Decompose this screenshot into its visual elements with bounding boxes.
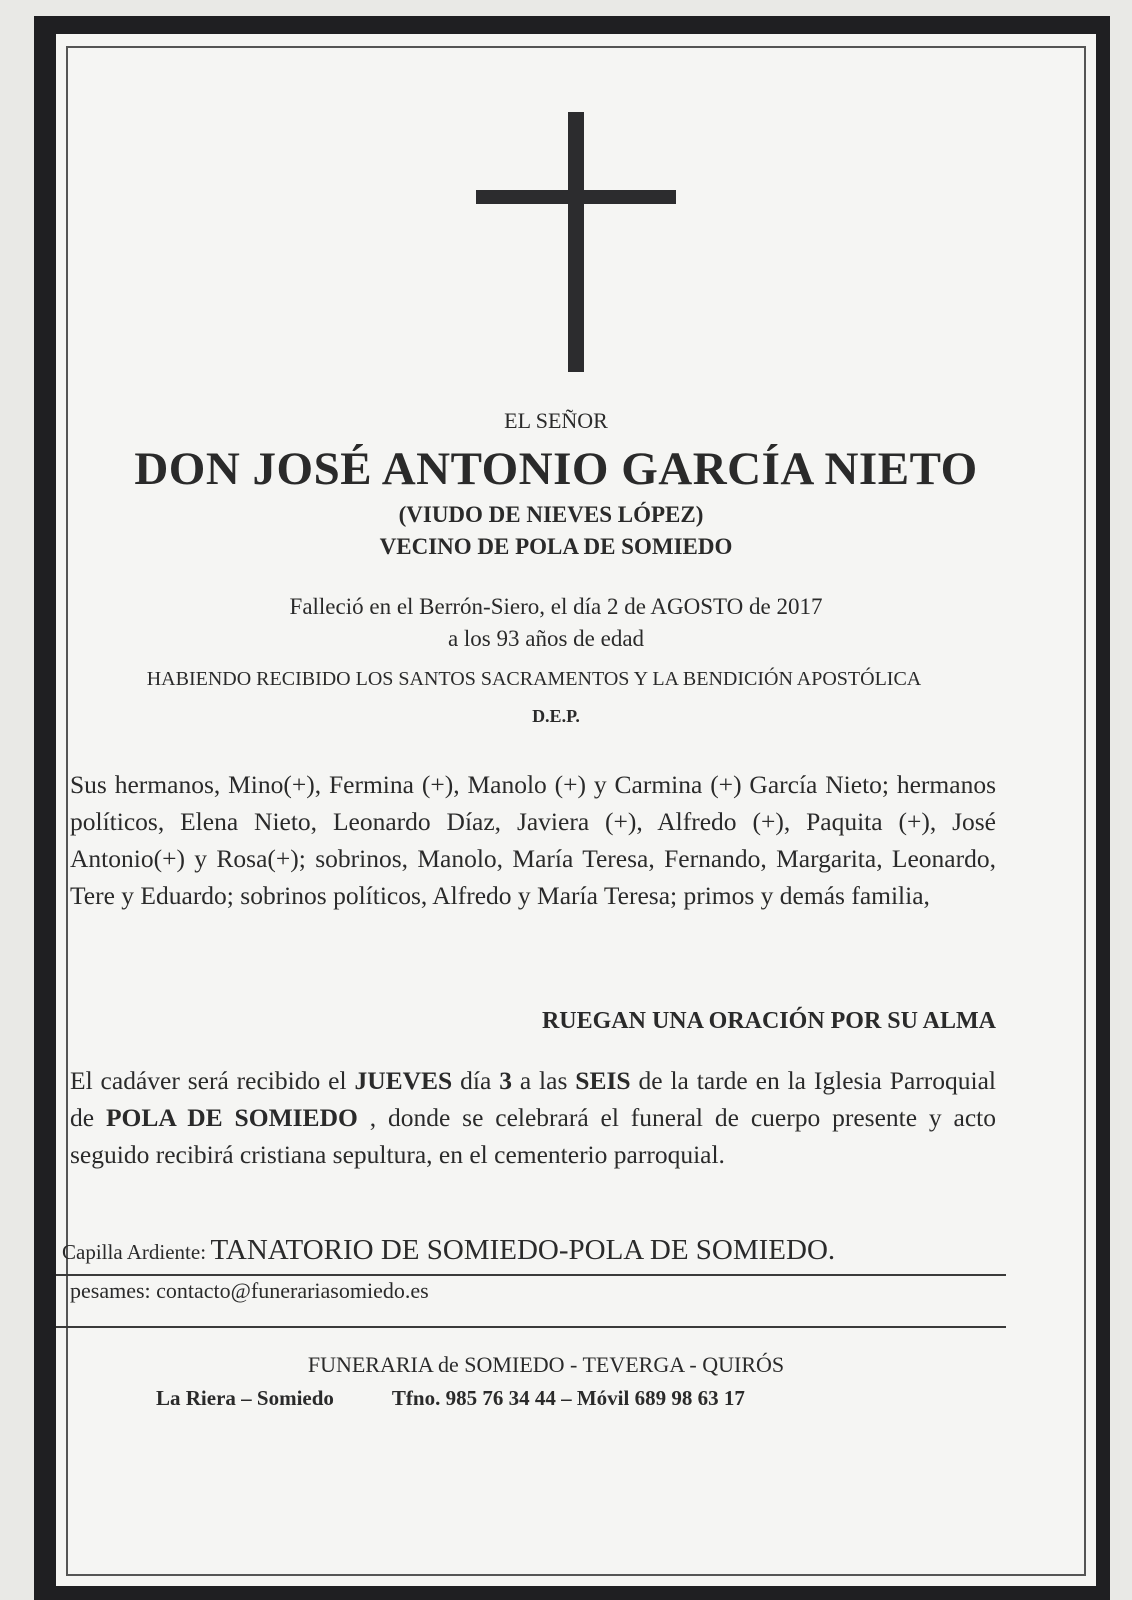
chapel-label: Capilla Ardiente: [62, 1240, 207, 1264]
title-line: EL SEÑOR [504, 408, 608, 433]
rip-line: D.E.P. [532, 706, 580, 726]
deceased-name: DON JOSÉ ANTONIO GARCÍA NIETO [134, 443, 978, 495]
sacraments-line: HABIENDO RECIBIDO LOS SANTOS SACRAMENTOS Y LA BENDICIÓN APOSTÓLICA [146, 668, 922, 690]
death-place-date: Falleció en el Berrón-Siero, el día 2 de AGOSTO de 2017 [289, 594, 823, 619]
ceremony-date: 3 [499, 1066, 512, 1095]
prayer-request: RUEGAN UNA ORACIÓN POR SU ALMA [541, 1008, 996, 1034]
chapel-value: TANATORIO DE SOMIEDO-POLA DE SOMIEDO. [210, 1234, 836, 1266]
funeral-home-location: La Riera – Somiedo [156, 1386, 334, 1410]
divider [56, 1274, 1006, 1276]
funeral-home-phones: Tfno. 985 76 34 44 – Móvil 689 98 63 17 [391, 1386, 745, 1410]
age: a los 93 años de edad [447, 626, 645, 651]
ceremony-paragraph: El cadáver será recibido el JUEVES día 3 a las SEIS de la tarde en la Iglesia Parroquial de POLA DE SOMIEDO , donde se celebrará el funeral de cuerpo presente y acto seguido recibirá cristiana sepultura, en el cementerio parroquial. [70, 1066, 997, 1169]
obituary-sheet [56, 34, 1096, 1586]
funeral-home-contact [156, 1386, 745, 1411]
marital-status: (VIUDO DE NIEVES LÓPEZ) [398, 502, 704, 527]
ceremony-day: JUEVES [354, 1066, 453, 1095]
family-paragraph: Sus hermanos, Mino(+), Fermina (+), Manolo (+) y Carmina (+) García Nieto; hermanos políticos, Elena Nieto, Leonardo Díaz, Javiera (+), Alfredo (+), Paquita (+), José Antonio(+) y Rosa(+); sobrinos, Manolo, María Teresa, Fernando, Margarita, Leonardo, Tere y Eduardo; sobrinos políticos, Alfredo y María Teresa; primos y demás familia, [70, 770, 996, 910]
cross-icon [476, 112, 676, 372]
condolences-email: pesames: contacto@funerariasomiedo.es [70, 1278, 429, 1303]
funeral-home-name: FUNERARIA de SOMIEDO - TEVERGA - QUIRÓS [307, 1352, 785, 1377]
residence: VECINO DE POLA DE SOMIEDO [379, 534, 733, 559]
ceremony-time: SEIS [575, 1066, 631, 1095]
chapel-line [62, 1234, 835, 1267]
divider [56, 1326, 1006, 1328]
ceremony-place: POLA DE SOMIEDO [105, 1103, 358, 1132]
